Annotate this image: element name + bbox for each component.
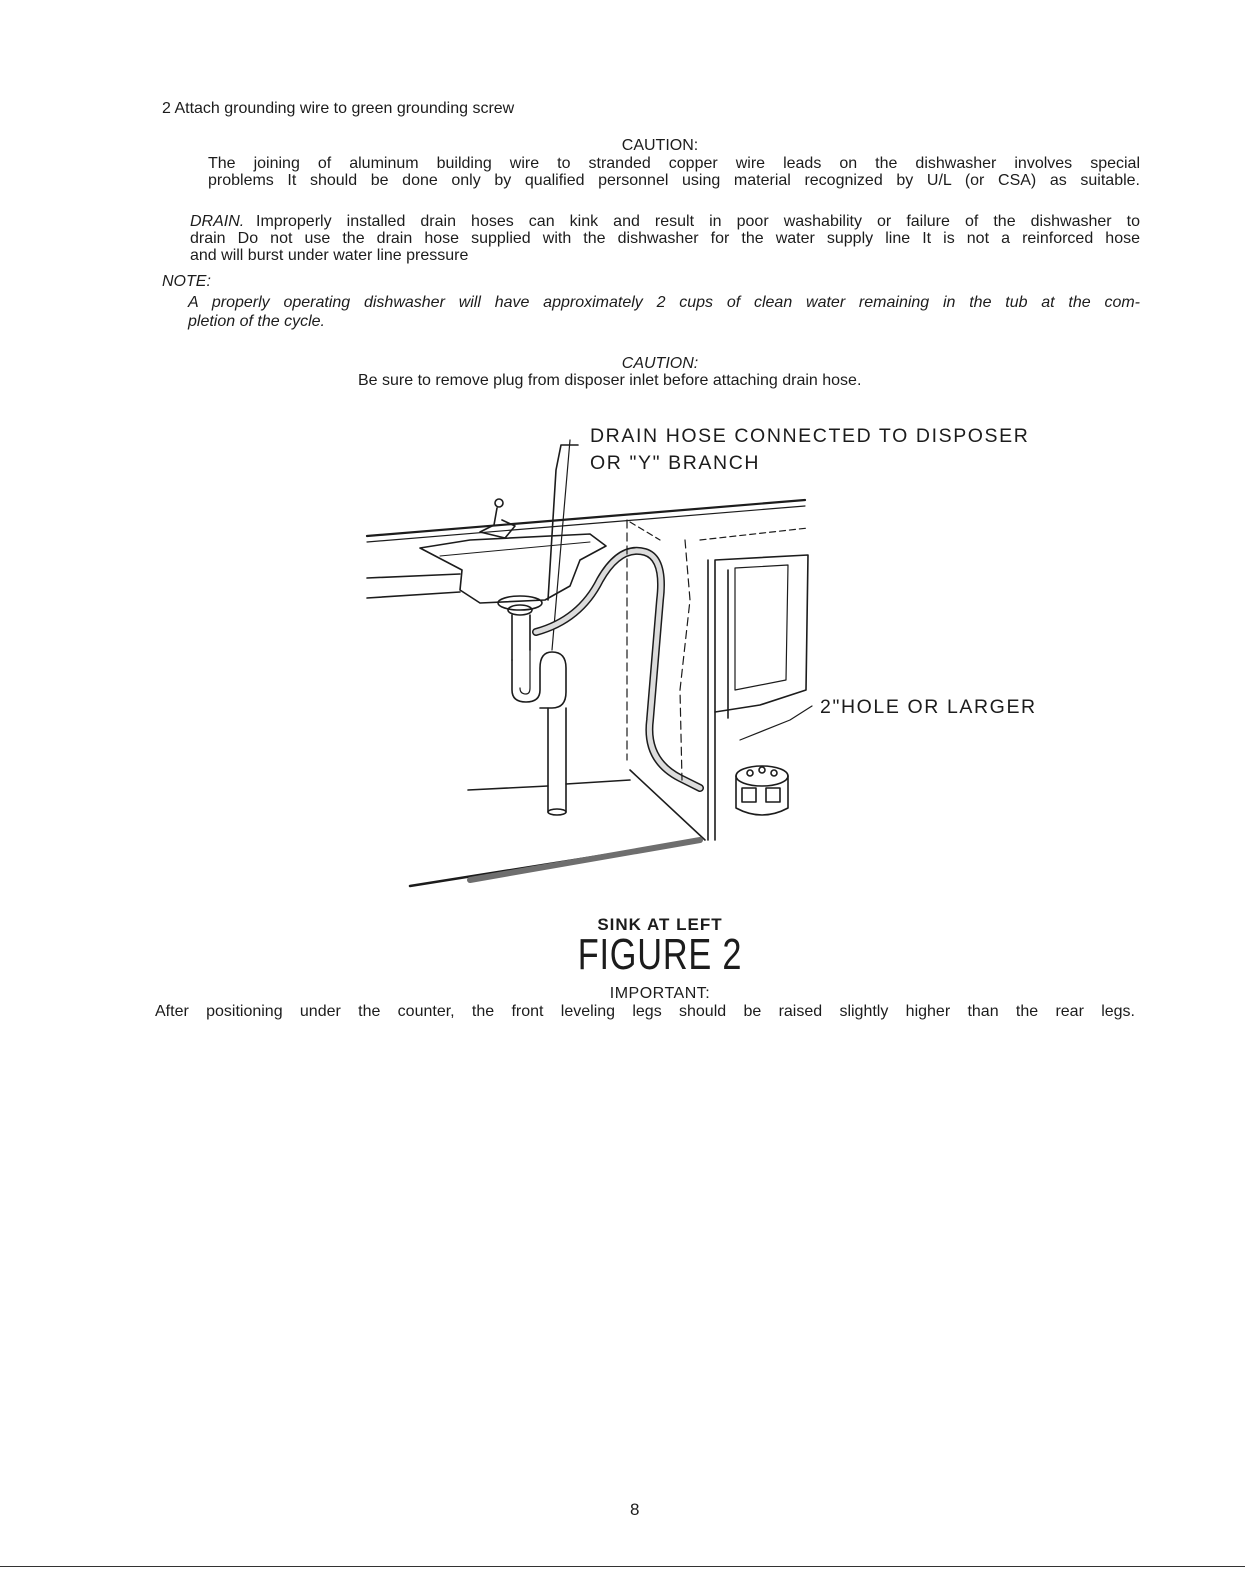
callout-drain-hose-line-2: OR "Y" BRANCH [590,452,761,474]
caution-text-line-2: problems It should be done only by qualified personnel using material recognized by U/L (or CSA) as suitable. [208,172,1140,189]
drain-text-line-3: and will burst under water line pressure [190,247,469,264]
step-2-text: 2 Attach grounding wire to green grounding screw [162,100,515,117]
callout-drain-hose-line-1: DRAIN HOSE CONNECTED TO DISPOSER [590,425,1030,447]
caution-2-heading: CAUTION: [621,355,699,372]
note-label: NOTE: [162,273,211,290]
drain-text-line-2: drain Do not use the drain hose supplied with the dishwasher for the water supply line It is not a reinforced hose [190,230,1140,247]
note-text-line-2: pletion of the cycle. [188,313,325,330]
bottom-rule [0,1566,1245,1567]
figure-title: FIGURE 2 [577,930,743,979]
note-text-line-1: A properly operating dishwasher will have approximately 2 cups of clean water remaining in the tub at the com- [188,294,1140,311]
page-number: 8 [630,1500,640,1519]
figure-title-wrap [545,930,775,980]
important-text: After positioning under the counter, the front leveling legs should be raised slightly higher than the rear legs. [155,1003,1135,1020]
drain-label: DRAIN. [190,213,245,230]
caution-heading: CAUTION: [621,137,699,154]
drain-text-line-1: Improperly installed drain hoses can kink and result in poor washability or failure of the dishwasher to [256,213,1140,230]
caution-2-text: Be sure to remove plug from disposer inlet before attaching drain hose. [358,372,862,389]
callout-hole-size: 2"HOLE OR LARGER [820,696,1037,718]
important-heading: IMPORTANT: [609,985,711,1002]
figure-caption: SINK AT LEFT [597,915,723,934]
caution-text-line-1: The joining of aluminum building wire to stranded copper wire leads on the dishwasher involves special [208,155,1140,172]
